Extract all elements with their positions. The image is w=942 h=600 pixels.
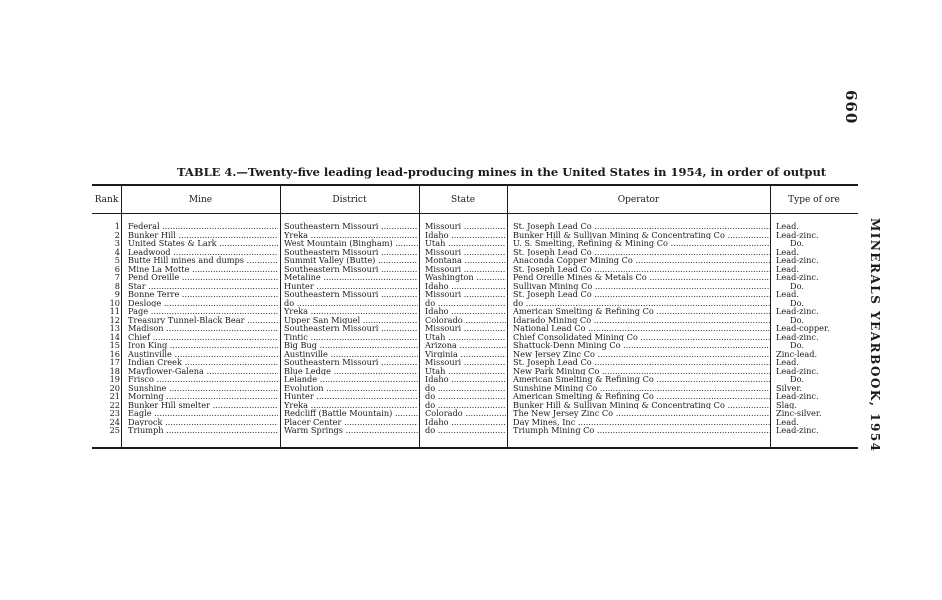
operator-cell: National Lead Co ..... [513, 324, 771, 333]
mine-cell: Leadwood ..... [128, 248, 278, 257]
operator-cell: St. Joseph Lead Co ..... [513, 290, 771, 299]
district-cell: Yreka ..... [284, 401, 418, 410]
header-state: State [450, 195, 476, 205]
mine-cell: Iron King ..... [128, 341, 278, 350]
type-of-ore-cell: Silver. [776, 383, 802, 392]
state-cell: Missouri ..... [425, 324, 506, 333]
district-cell: Blue Ledge ..... [284, 367, 418, 376]
state-cell: Idaho ..... [425, 418, 506, 427]
state-cell: do ..... [425, 299, 506, 308]
table-row [92, 239, 860, 248]
rank-cell: 11 [109, 307, 120, 316]
mine-cell: Desloge ..... [128, 299, 278, 308]
state-cell: Idaho ..... [425, 231, 506, 240]
mine-cell: Mayflower-Galena ..... [128, 367, 278, 376]
type-of-ore-cell: Lead. [776, 247, 800, 256]
state-cell: Idaho ..... [425, 307, 506, 316]
operator-cell: The New Jersey Zinc Co ..... [513, 409, 771, 418]
table-row [92, 256, 860, 265]
state-cell: Virginia ..... [425, 350, 506, 359]
state-cell: Colorado ..... [425, 409, 506, 418]
table-row [92, 350, 860, 359]
district-cell: Hunter ..... [284, 282, 418, 291]
operator-cell: American Smelting & Refining Co ..... [513, 392, 771, 401]
rank-cell: 2 [114, 230, 120, 239]
district-cell: Hunter ..... [284, 392, 418, 401]
table-row [92, 316, 860, 325]
type-of-ore-cell: Lead. [776, 222, 800, 231]
table-row [92, 426, 860, 435]
state-cell: Utah ..... [425, 239, 506, 248]
header-operator: Operator [617, 195, 660, 205]
type-of-ore-cell: Lead. [776, 358, 800, 367]
operator-cell: American Smelting & Refining Co ..... [513, 375, 771, 384]
operator-cell: St. Joseph Lead Co ..... [513, 358, 771, 367]
type-of-ore-cell: Lead-zinc. [776, 366, 819, 375]
district-cell: Southeastern Missouri ..... [284, 324, 418, 333]
table-row [92, 401, 860, 410]
state-cell: Missouri ..... [425, 265, 506, 274]
district-cell: Warm Springs ..... [284, 426, 418, 435]
mine-cell: Bunker Hill smelter ..... [128, 401, 278, 410]
operator-cell: St. Joseph Lead Co ..... [513, 265, 771, 274]
rank-cell: 1 [114, 222, 120, 231]
district-cell: Yreka ..... [284, 231, 418, 240]
rank-cell: 16 [109, 349, 120, 358]
table-row [92, 282, 860, 291]
operator-cell: Sullivan Mining Co ..... [513, 282, 771, 291]
rank-cell: 7 [114, 273, 120, 282]
table-row [92, 222, 860, 231]
rank-cell: 17 [109, 358, 120, 367]
district-cell: Evolution ..... [284, 384, 418, 393]
running-head: MINERALS YEARBOOK, 1954 [868, 218, 882, 453]
operator-cell: Bunker Hill & Sullivan Mining & Concentrating Co ..... [513, 231, 771, 240]
page-number: 660 [842, 90, 860, 125]
table-row [92, 290, 860, 299]
table-row [92, 409, 860, 418]
rank-cell: 19 [109, 375, 120, 384]
operator-cell: U. S. Smelting, Refining & Mining Co ..... [513, 239, 771, 248]
rank-cell: 15 [109, 341, 120, 350]
type-of-ore-cell: Lead. [776, 290, 800, 299]
mine-cell: Sunshine ..... [128, 384, 278, 393]
operator-cell: St. Joseph Lead Co ..... [513, 248, 771, 257]
type-of-ore-cell: Do. [790, 375, 804, 384]
district-cell: Southeastern Missouri ..... [284, 248, 418, 257]
type-of-ore-cell: Lead-copper. [776, 324, 830, 333]
mine-cell: Triumph ..... [128, 426, 278, 435]
mine-cell: Frisco ..... [128, 375, 278, 384]
state-cell: Montana ..... [425, 256, 506, 265]
rank-cell: 4 [114, 247, 120, 256]
table-title: TABLE 4.—Twenty-five leading lead-producing mines in the United States in 1954, in order of output [177, 165, 827, 179]
table-top-rule [92, 184, 858, 186]
operator-cell: Sunshine Mining Co ..... [513, 384, 771, 393]
mine-cell: Indian Creek ..... [128, 358, 278, 367]
operator-cell: Day Mines, Inc ..... [513, 418, 771, 427]
state-cell: do ..... [425, 426, 506, 435]
type-of-ore-cell: Do. [790, 341, 804, 350]
operator-cell: Triumph Mining Co ..... [513, 426, 771, 435]
header-rank: Rank [94, 195, 119, 205]
state-cell: Idaho ..... [425, 375, 506, 384]
table-body [92, 222, 860, 435]
mine-cell: Star ..... [128, 282, 278, 291]
rank-cell: 12 [109, 315, 120, 324]
state-cell: Missouri ..... [425, 248, 506, 257]
district-cell: Metaline ..... [284, 273, 418, 282]
type-of-ore-cell: Lead. [776, 264, 800, 273]
header-bottom-rule [92, 213, 858, 214]
type-of-ore-cell: Lead-zinc. [776, 392, 819, 401]
state-cell: Missouri ..... [425, 358, 506, 367]
rank-cell: 9 [114, 290, 120, 299]
operator-cell: Bunker Hill & Sullivan Mining & Concentrating Co ..... [513, 401, 771, 410]
mine-cell: Austinville ..... [128, 350, 278, 359]
district-cell: Summit Valley (Butte) ..... [284, 256, 418, 265]
mine-cell: Bunker Hill ..... [128, 231, 278, 240]
state-cell: Washington ..... [425, 273, 506, 282]
district-cell: do ..... [284, 299, 418, 308]
rank-cell: 24 [109, 417, 120, 426]
type-of-ore-cell: Lead. [776, 417, 800, 426]
state-cell: Utah ..... [425, 333, 506, 342]
table-row [92, 248, 860, 257]
type-of-ore-cell: Lead-zinc. [776, 256, 819, 265]
district-cell: Placer Center ..... [284, 418, 418, 427]
table-row [92, 418, 860, 427]
rank-cell: 18 [109, 366, 120, 375]
table-row [92, 324, 860, 333]
table-row [92, 384, 860, 393]
header-mine: Mine [188, 195, 213, 205]
rank-cell: 25 [109, 426, 120, 435]
mine-cell: Page ..... [128, 307, 278, 316]
table-bottom-rule [92, 447, 858, 449]
mine-cell: Butte Hill mines and dumps ..... [128, 256, 278, 265]
type-of-ore-cell: Lead-zinc. [776, 230, 819, 239]
operator-cell: St. Joseph Lead Co ..... [513, 222, 771, 231]
type-of-ore-cell: Zinc-lead. [776, 349, 818, 358]
type-of-ore-cell: Do. [790, 281, 804, 290]
mine-cell: Bonne Terre ..... [128, 290, 278, 299]
district-cell: Big Bug ..... [284, 341, 418, 350]
rank-cell: 20 [109, 383, 120, 392]
district-cell: Southeastern Missouri ..... [284, 358, 418, 367]
type-of-ore-cell: Zinc-silver. [776, 409, 822, 418]
mine-cell: Eagle ..... [128, 409, 278, 418]
rank-cell: 21 [109, 392, 120, 401]
type-of-ore-cell: Do. [790, 298, 804, 307]
state-cell: do ..... [425, 392, 506, 401]
operator-cell: Shattuck-Denn Mining Co ..... [513, 341, 771, 350]
district-cell: Tintic ..... [284, 333, 418, 342]
table-row [92, 265, 860, 274]
state-cell: Missouri ..... [425, 290, 506, 299]
mine-cell: Mine La Motte ..... [128, 265, 278, 274]
table-row [92, 273, 860, 282]
state-cell: Colorado ..... [425, 316, 506, 325]
mine-cell: Madison ..... [128, 324, 278, 333]
header-district: District [332, 195, 367, 205]
state-cell: Missouri ..... [425, 222, 506, 231]
operator-cell: Chief Consolidated Mining Co ..... [513, 333, 771, 342]
table-row [92, 367, 860, 376]
operator-cell: Anaconda Copper Mining Co ..... [513, 256, 771, 265]
district-cell: Southeastern Missouri ..... [284, 265, 418, 274]
operator-cell: Idarado Mining Co ..... [513, 316, 771, 325]
district-cell: Austinville ..... [284, 350, 418, 359]
rank-cell: 22 [109, 400, 120, 409]
state-cell: Utah ..... [425, 367, 506, 376]
mine-cell: Pend Oreille ..... [128, 273, 278, 282]
mine-cell: Chief ..... [128, 333, 278, 342]
table-row [92, 231, 860, 240]
district-cell: Southeastern Missouri ..... [284, 290, 418, 299]
type-of-ore-cell: Lead-zinc. [776, 332, 819, 341]
state-cell: Idaho ..... [425, 282, 506, 291]
operator-cell: American Smelting & Refining Co ..... [513, 307, 771, 316]
table-row [92, 307, 860, 316]
header-type-of-ore: Type of ore [788, 195, 840, 205]
mine-cell: Morning ..... [128, 392, 278, 401]
operator-cell: New Jersey Zinc Co ..... [513, 350, 771, 359]
district-cell: Southeastern Missouri ..... [284, 222, 418, 231]
mine-cell: Dayrock ..... [128, 418, 278, 427]
table-row [92, 299, 860, 308]
district-cell: Yreka ..... [284, 307, 418, 316]
rank-cell: 10 [109, 298, 120, 307]
state-cell: do ..... [425, 384, 506, 393]
rank-cell: 3 [114, 239, 120, 248]
state-cell: do ..... [425, 401, 506, 410]
table-row [92, 392, 860, 401]
operator-cell: do ..... [513, 299, 771, 308]
type-of-ore-cell: Slag. [776, 400, 797, 409]
table-row [92, 358, 860, 367]
type-of-ore-cell: Lead-zinc. [776, 426, 819, 435]
type-of-ore-cell: Do. [790, 315, 804, 324]
mine-cell: United States & Lark ..... [128, 239, 278, 248]
district-cell: Upper San Miguel ..... [284, 316, 418, 325]
district-cell: West Mountain (Bingham) ..... [284, 239, 418, 248]
rank-cell: 5 [114, 256, 120, 265]
operator-cell: New Park Mining Co ..... [513, 367, 771, 376]
type-of-ore-cell: Do. [790, 239, 804, 248]
rank-cell: 13 [109, 324, 120, 333]
type-of-ore-cell: Lead-zinc. [776, 273, 819, 282]
rank-cell: 6 [114, 264, 120, 273]
table-row [92, 375, 860, 384]
district-cell: Redcliff (Battle Mountain) ..... [284, 409, 418, 418]
operator-cell: Pend Oreille Mines & Metals Co ..... [513, 273, 771, 282]
table-row [92, 333, 860, 342]
type-of-ore-cell: Lead-zinc. [776, 307, 819, 316]
table-row [92, 341, 860, 350]
rank-cell: 14 [109, 332, 120, 341]
rank-cell: 23 [109, 409, 120, 418]
rank-cell: 8 [114, 281, 120, 290]
state-cell: Arizona ..... [425, 341, 506, 350]
mine-cell: Federal ..... [128, 222, 278, 231]
district-cell: Lelande ..... [284, 375, 418, 384]
mine-cell: Treasury Tunnel-Black Bear ..... [128, 316, 278, 325]
